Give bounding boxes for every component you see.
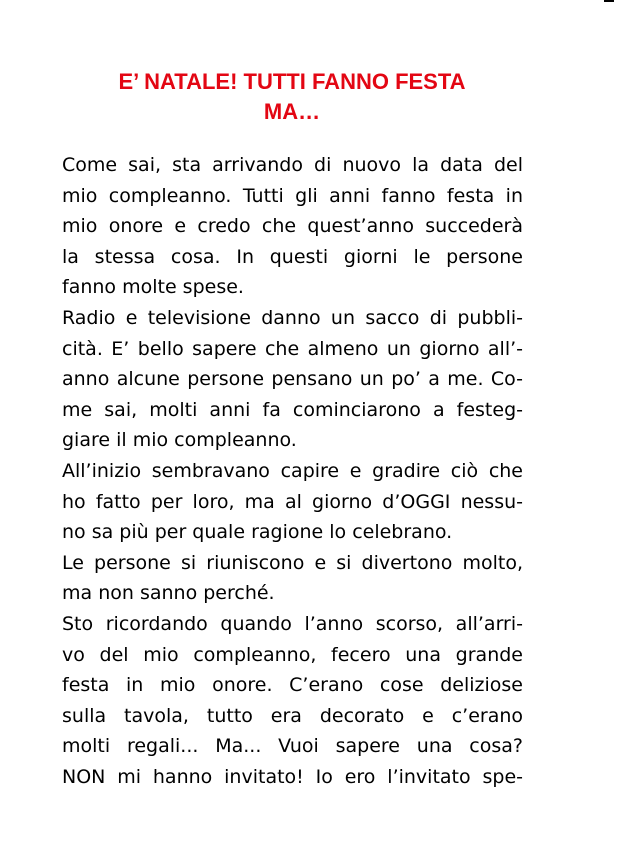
text-line: molti regali... Ma... Vuoi sapere una cosa? [62,735,523,758]
text-line: NON mi hanno invitato! Io ero l’invitato spe- [62,765,523,788]
text-line: fanno molte spese. [62,276,244,299]
text-line: me sai, molti anni fa cominciarono a festeg- [62,398,523,421]
text-line: Le persone si riuniscono e si divertono molto, [62,551,523,574]
title-line-2: MA… [263,99,321,124]
text-line: All’inizio sembravano capire e gradire ciò che [62,459,523,482]
text-line: mio onore e credo che quest’anno succederà [62,215,523,238]
body-text [62,150,523,792]
text-line: la stessa cosa. In questi giorni le persone [62,245,523,268]
text-line: Radio e televisione danno un sacco di pubbli- [62,306,523,329]
text-line: festa in mio onore. C’erano cose deliziose [62,674,523,697]
text-line: cità. E’ bello sapere che almeno un giorno all’- [62,337,523,360]
text-line: anno alcune persone pensano un po’ a me. Co- [62,368,523,391]
text-line: ho fatto per loro, ma al giorno d’OGGI nessu- [62,490,523,513]
text-line: no sa più per quale ragione lo celebrano. [62,521,453,544]
corner-mark [604,0,614,2]
text-line: vo del mio compleanno, fecero una grande [62,643,523,666]
text-line: giare il mio compleanno. [62,429,297,452]
page-title [0,67,584,127]
text-line: Sto ricordando quando l’anno scorso, all’arri- [62,612,523,635]
text-line: mio compleanno. Tutti gli anni fanno festa in [62,184,523,207]
title-line-1: E’ NATALE! TUTTI FANNO FESTA [118,69,466,94]
text-line: Come sai, sta arrivando di nuovo la data del [62,154,523,176]
text-line: sulla tavola, tutto era decorato e c’erano [62,704,523,727]
text-line: ma non sanno perché. [62,582,275,605]
